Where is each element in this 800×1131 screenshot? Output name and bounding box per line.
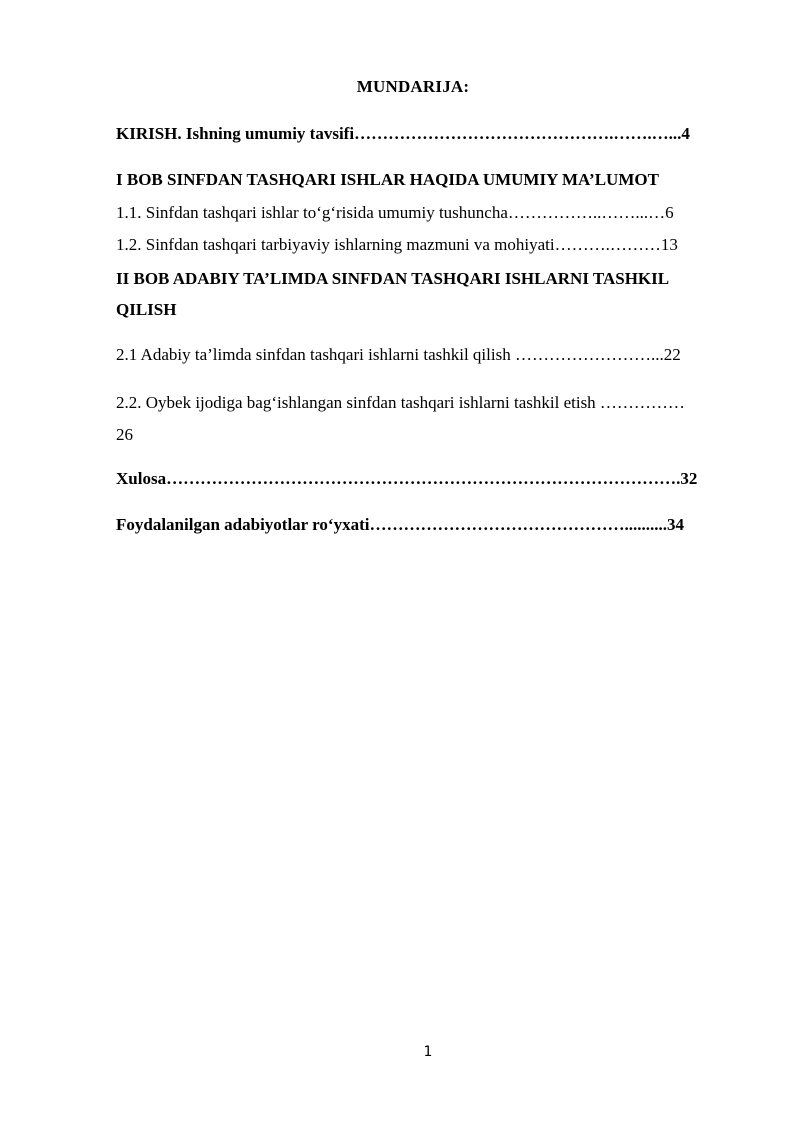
toc-entry-kirish: KIRISH. Ishning umumiy tavsifi……………………………………….…….…...4 xyxy=(116,124,690,143)
toc-chapter-2-heading-line1: II BOB ADABIY TA’LIMDA SINFDAN TASHQARI ISHLARNI TASHKIL xyxy=(116,269,670,288)
toc-entry-1-1: 1.1. Sinfdan tashqari ishlar to‘g‘risida umumiy tushuncha……………..……...…6 xyxy=(116,203,674,222)
toc-entry-1-2: 1.2. Sinfdan tashqari tarbiyaviy ishlarning mazmuni va mohiyati……….………13 xyxy=(116,235,678,254)
toc-entry-bibliography: Foydalanilgan adabiyotlar ro‘yxati………………………………………..........34 xyxy=(116,515,684,534)
toc-chapter-1-heading: I BOB SINFDAN TASHQARI ISHLAR HAQIDA UMUMIY MA’LUMOT xyxy=(116,170,659,189)
toc-chapter-2-heading-line2: QILISH xyxy=(116,300,177,319)
toc-entry-2-1: 2.1 Adabiy ta’limda sinfdan tashqari ishlarni tashkil qilish ……………………...22 xyxy=(116,345,681,364)
page-number: 1 xyxy=(423,1044,433,1060)
toc-entry-xulosa: Xulosa……………………………………………………………………………….32 xyxy=(116,469,698,488)
toc-entry-2-2-line1: 2.2. Oybek ijodiga bag‘ishlangan sinfdan tashqari ishlarni tashkil etish …………… xyxy=(116,393,685,412)
toc-entry-2-2-line2: 26 xyxy=(116,425,133,444)
toc-title: MUNDARIJA: xyxy=(356,77,470,96)
